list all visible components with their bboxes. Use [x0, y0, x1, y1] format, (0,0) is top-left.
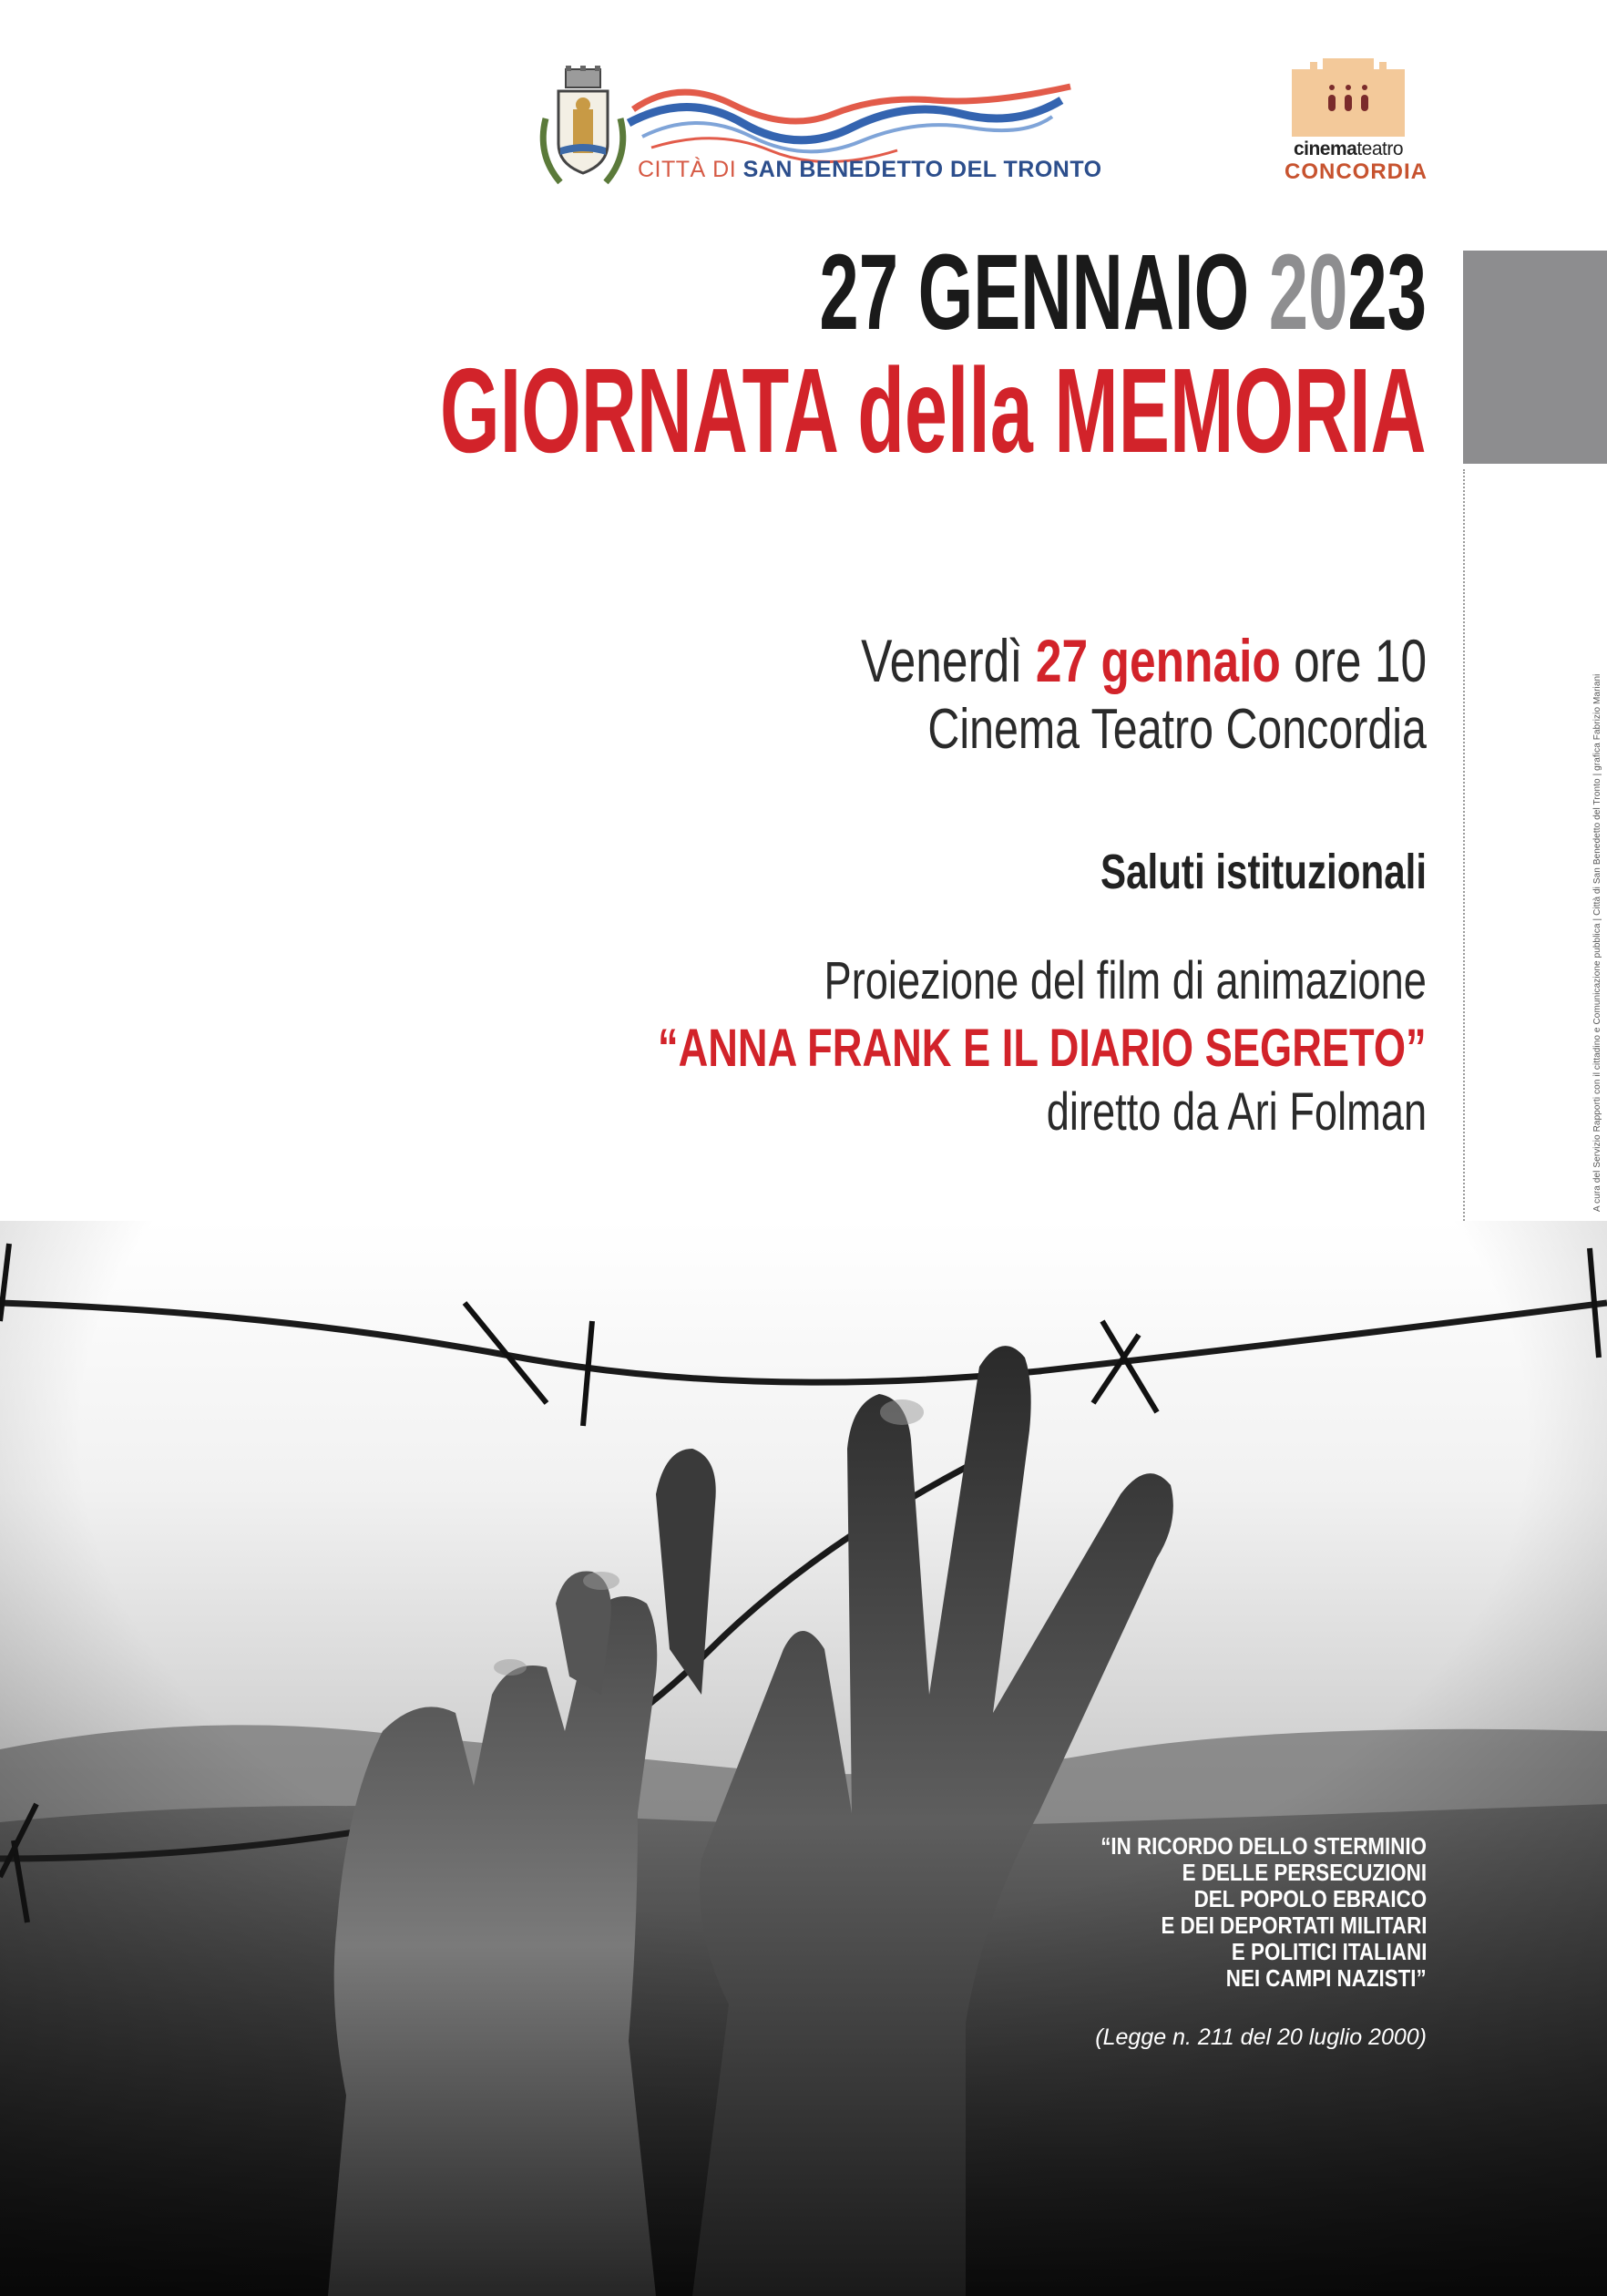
film-director: diretto da Ari Folman	[1046, 1082, 1427, 1142]
title-date: 27 GENNAIO 2023	[819, 232, 1427, 353]
quote-line: “IN RICORDO DELLO STERMINIO	[1100, 1832, 1427, 1860]
law-reference: (Legge n. 211 del 20 luglio 2000)	[1095, 2024, 1427, 2050]
city-name: CITTÀ DI SAN BENEDETTO DEL TRONTO	[638, 157, 1102, 182]
quote-line: E DEI DEPORTATI MILITARI	[1161, 1912, 1427, 1939]
memorial-quote	[1048, 1833, 1427, 1992]
barbed-wire-hands-photo	[0, 1221, 1607, 2296]
quote-line: E DELLE PERSECUZIONI	[1182, 1859, 1427, 1886]
greetings-line: Saluti istituzionali	[1100, 845, 1427, 899]
city-crest-icon	[533, 64, 633, 191]
title-main: GIORNATA della MEMORIA	[440, 343, 1427, 477]
credit-line: A cura del Servizio Rapporti con il cittadino e Comunicazione pubblica | Città di San Benedetto del Tronto | grafica Fabrizio Mariani	[1592, 673, 1602, 1212]
city-logo	[533, 64, 1102, 191]
cinema-logo-top-line: cinemateatro	[1293, 138, 1404, 159]
side-grey-bar	[1463, 251, 1607, 464]
side-dotted-rule	[1463, 469, 1465, 1253]
quote-line: NEI CAMPI NAZISTI”	[1226, 1964, 1427, 1992]
quote-line: E POLITICI ITALIANI	[1231, 1938, 1427, 1965]
cinema-logo-name: CONCORDIA	[1285, 159, 1428, 184]
film-title: “ANNA FRANK E IL DIARIO SEGRETO”	[658, 1019, 1427, 1078]
event-datetime: Venerdì 27 gennaio ore 10	[861, 627, 1427, 694]
theatre-building-icon	[1292, 56, 1405, 137]
cinema-logo	[1285, 56, 1428, 189]
quote-line: DEL POPOLO EBRAICO	[1193, 1885, 1427, 1912]
screening-intro: Proiezione del film di animazione	[824, 951, 1427, 1010]
event-venue: Cinema Teatro Concordia	[927, 698, 1427, 761]
